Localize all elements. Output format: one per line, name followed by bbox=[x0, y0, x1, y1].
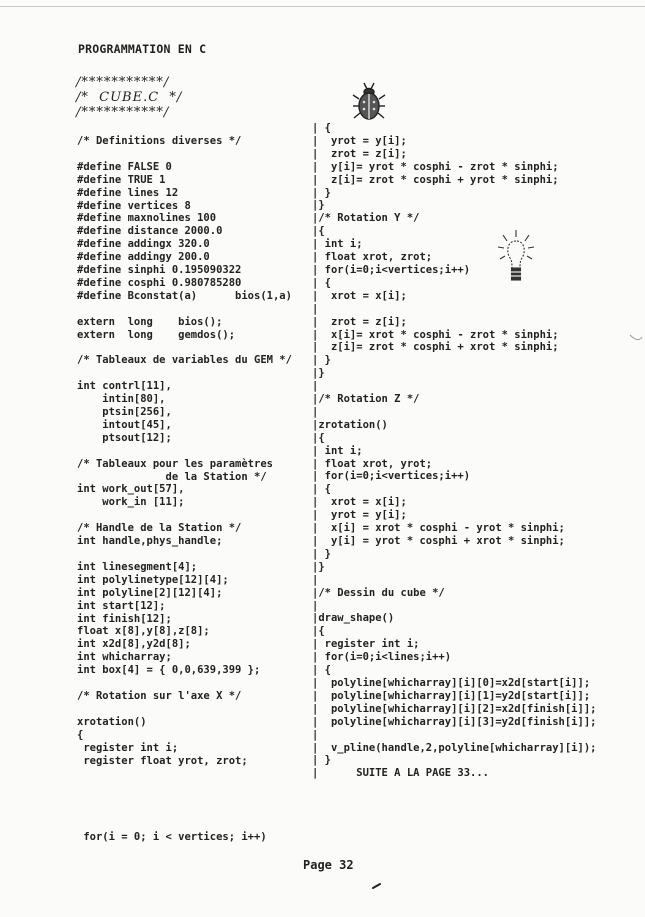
page-edge-mark bbox=[628, 325, 644, 355]
code-listing-right: | { | yrot = y[i]; | zrot = z[i]; | y[i]= yrot * cosphi - zrot * sinphi; | z[i]= zrot * cosphi + yrot * sinphi; | } |} |/* Rotation Y */ |{ | int i; | float xrot, zrot; | for(i=0;i<vertices;i++) | { | xrot = x[i]; | | zrot = z[i]; | x[i]= xrot * cosphi - zrot * sinphi; | z[i]= zrot * cosphi + xrot * sinphi; | } |} | |/* Rotation Z */ | |zrotation() |{ | int i; | float xrot, yrot; | for(i=0;i<vertices;i++) | { | xrot = x[i]; | yrot = y[i]; | x[i] = xrot * cosphi - yrot * sinphi; | y[i] = yrot * cosphi + xrot * sinphi; | } |} | |/* Dessin du cube */ | |draw_shape() |{ | register int i; | for(i=0;i<lines;i++) | { | polyline[whicharray][i][0]=x2d[start[i]]; | polyline[whicharray][i][1]=y2d[start[i]]; | polyline[whicharray][i][2]=x2d[finish[i]]; | polyline[whicharray][i][3]=y2d[finish[i]]; | | v_pline(handle,2,polyline[whicharray][i]); | } | SUITE A LA PAGE 33... bbox=[312, 122, 597, 780]
page-header: PROGRAMMATION EN C bbox=[78, 42, 207, 56]
for-loop-line: for(i = 0; i < vertices; i++) bbox=[77, 831, 267, 843]
cube-banner-comment: /***********/ /* CUBE.C */ /***********/ bbox=[76, 75, 183, 120]
beetle-icon bbox=[352, 80, 386, 124]
lightbulb-icon bbox=[496, 228, 536, 290]
code-listing-left: /* Definitions diverses */ #define FALSE 0 #define TRUE 1 #define lines 12 #define vertices 8 #define maxnolines 100 #define distance 2000.0 #define addingx 320.0 #define addingy 200.0 #define sinphi 0.195090322 #define cosphi 0.980785280 #define Bconstat(a) bios(1,a) extern long bios(); extern long gemdos(); /* Tableaux de variables du GEM */ int contrl[11], intin[80], ptsin[256], intout[45], ptsout[12]; /* Tableaux pour les paramètres de la Station */ int work_out[57], work_in [11]; /* Handle de la Station */ int handle,phys_handle; int linesegment[4]; int polylinetype[12][4]; int polyline[2][12][4]; int start[12]; int finish[12]; float x[8],y[8],z[8]; int x2d[8],y2d[8]; int whicharray; int box[4] = { 0,0,639,399 }; /* Rotation sur l'axe X */ xrotation() { register int i; register float yrot, zrot; bbox=[77, 135, 292, 767]
page-number: Page 32 bbox=[303, 858, 354, 872]
ink-dot-decoration bbox=[372, 882, 382, 890]
top-rule bbox=[0, 6, 645, 7]
